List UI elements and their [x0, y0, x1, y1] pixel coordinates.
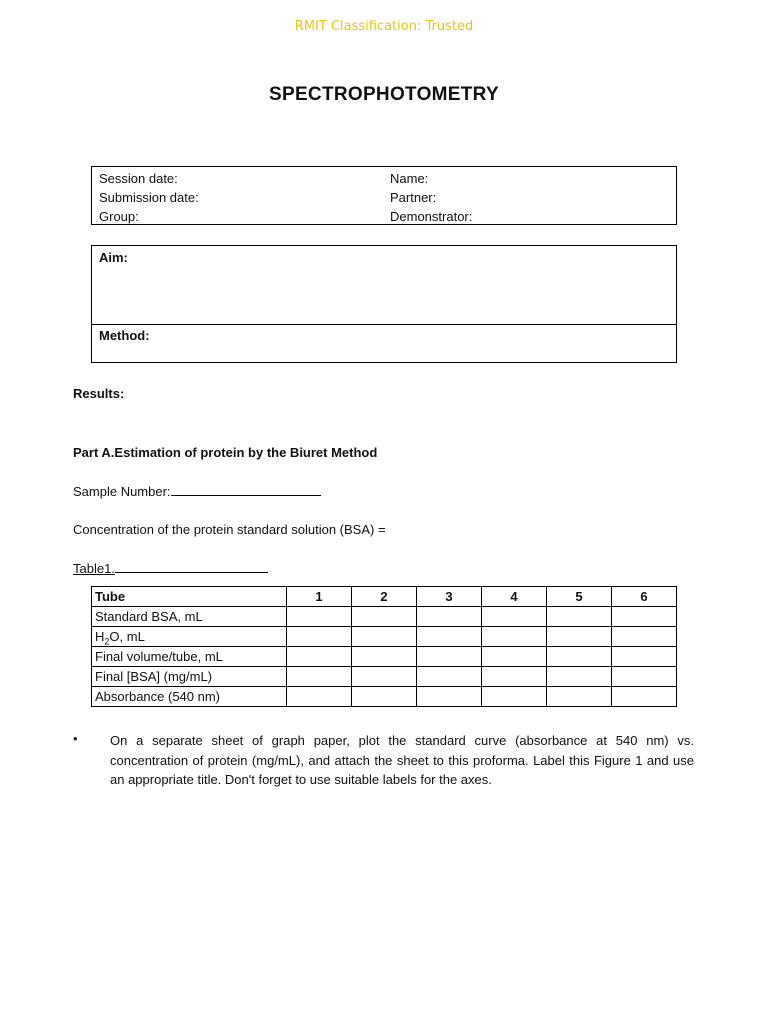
table-cell[interactable]	[612, 627, 677, 647]
part-a-heading: Part A.Estimation of protein by the Biuret Method	[73, 445, 378, 460]
row-label-h2o	[92, 627, 287, 647]
header-cell-5: 5	[547, 587, 612, 607]
session-info-box	[91, 166, 677, 225]
table-row	[92, 687, 677, 707]
aim-label: Aim:	[99, 250, 128, 265]
table-cell[interactable]	[352, 627, 417, 647]
table-cell[interactable]	[417, 667, 482, 687]
group-label: Group:	[99, 209, 139, 224]
table-cell[interactable]	[482, 627, 547, 647]
partner-label: Partner:	[390, 190, 437, 205]
row-label-standard-bsa: Standard BSA, mL	[92, 607, 287, 627]
table-cell[interactable]	[287, 647, 352, 667]
table-cell[interactable]	[547, 647, 612, 667]
table-cell[interactable]	[482, 687, 547, 707]
method-label: Method:	[99, 328, 150, 343]
header-cell-6: 6	[612, 587, 677, 607]
results-heading: Results:	[73, 386, 125, 401]
table-cell[interactable]	[352, 647, 417, 667]
table-cell[interactable]	[547, 607, 612, 627]
table-cell[interactable]	[482, 647, 547, 667]
h2o-rest: O, mL	[109, 629, 145, 644]
table-cell[interactable]	[287, 607, 352, 627]
table-cell[interactable]	[287, 627, 352, 647]
table-header-row	[92, 587, 677, 607]
row-label-final-bsa: Final [BSA] (mg/mL)	[92, 667, 287, 687]
info-row	[92, 188, 676, 207]
classification-label: RMIT Classification: Trusted	[294, 19, 474, 34]
header-cell-2: 2	[352, 587, 417, 607]
sample-number-line	[73, 484, 321, 499]
sample-number-blank	[171, 484, 321, 496]
aim-method-divider	[92, 324, 676, 325]
table-caption: Table1.	[73, 561, 115, 576]
name-label: Name:	[390, 171, 429, 186]
row-label-final-volume: Final volume/tube, mL	[92, 647, 287, 667]
table-cell[interactable]	[352, 687, 417, 707]
bullet-marker: •	[73, 731, 78, 746]
table-cell[interactable]	[417, 687, 482, 707]
sample-number-label: Sample Number:	[73, 484, 171, 499]
table-cell[interactable]	[547, 627, 612, 647]
session-date-label: Session date:	[99, 171, 178, 186]
table-cell[interactable]	[612, 667, 677, 687]
table-cell[interactable]	[612, 607, 677, 627]
table-row	[92, 627, 677, 647]
aim-method-box	[91, 245, 677, 363]
table-cell[interactable]	[352, 607, 417, 627]
h2o-h: H	[95, 629, 105, 644]
row-label-absorbance: Absorbance (540 nm)	[92, 687, 287, 707]
table-cell[interactable]	[417, 627, 482, 647]
demonstrator-label: Demonstrator:	[390, 209, 473, 224]
h2o-subscript: 2	[104, 636, 110, 647]
table-cell[interactable]	[482, 667, 547, 687]
table-row	[92, 607, 677, 627]
table-row	[92, 647, 677, 667]
table-cell[interactable]	[612, 687, 677, 707]
bsa-table	[91, 586, 677, 707]
info-row	[92, 207, 676, 226]
header-cell-3: 3	[417, 587, 482, 607]
table-cell[interactable]	[547, 667, 612, 687]
table-cell[interactable]	[417, 607, 482, 627]
table-row	[92, 667, 677, 687]
table-cell[interactable]	[482, 607, 547, 627]
header-cell-4: 4	[482, 587, 547, 607]
table-cell[interactable]	[287, 667, 352, 687]
info-row	[92, 169, 676, 188]
page-title: SPECTROPHOTOMETRY	[269, 84, 499, 105]
concentration-label: Concentration of the protein standard solution (BSA) =	[73, 522, 386, 537]
graph-instructions: On a separate sheet of graph paper, plot the standard curve (absorbance at 540 nm) vs. concentration of protein (mg/mL), and attach the sheet to this proforma. Label this Figure 1 and use an appropriate title. Don't forget to use suitable labels for the axes.	[110, 733, 694, 787]
table-caption-blank	[115, 561, 268, 573]
table-cell[interactable]	[287, 687, 352, 707]
table-cell[interactable]	[547, 687, 612, 707]
header-cell-1: 1	[287, 587, 352, 607]
table-cell[interactable]	[352, 667, 417, 687]
submission-date-label: Submission date:	[99, 190, 199, 205]
table-caption-line	[73, 561, 268, 576]
table-cell[interactable]	[417, 647, 482, 667]
header-cell-tube: Tube	[92, 587, 287, 607]
table-cell[interactable]	[612, 647, 677, 667]
